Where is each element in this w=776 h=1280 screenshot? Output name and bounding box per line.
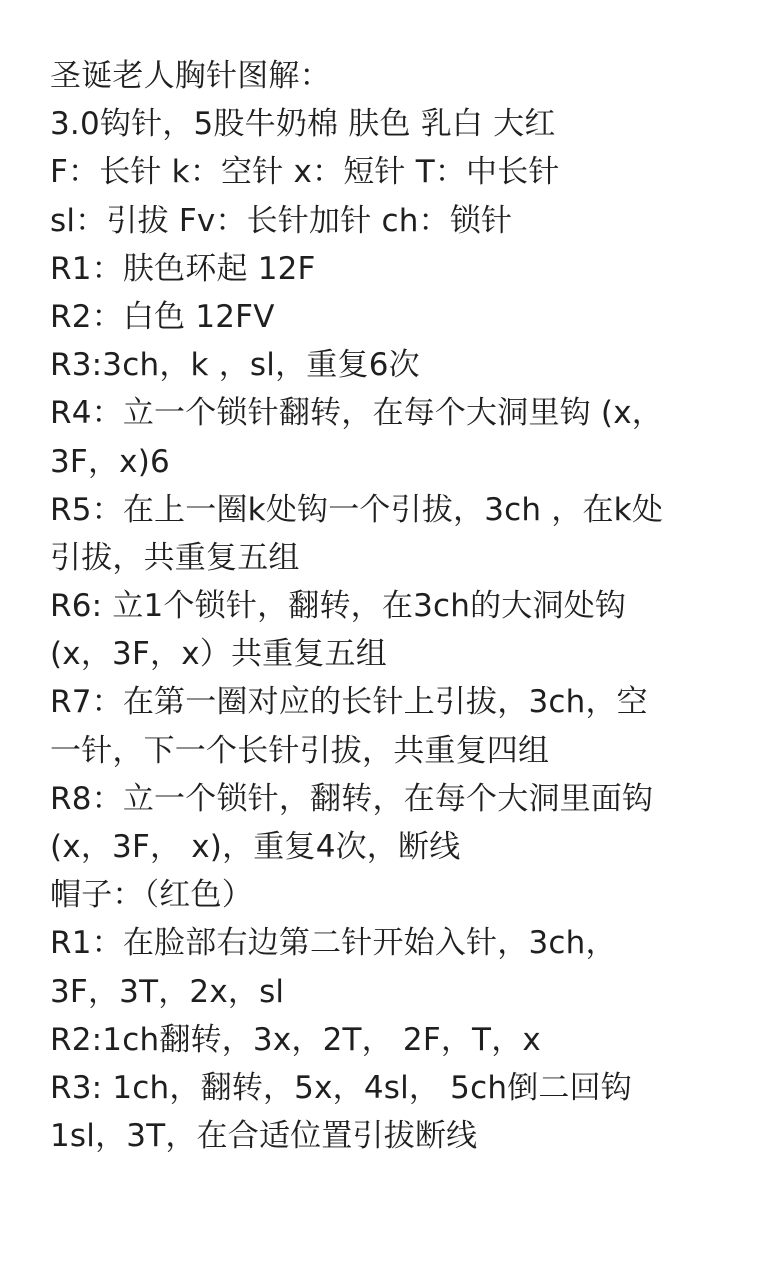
materials-line: 3.0钩针，5股牛奶棉 肤色 乳白 大红 xyxy=(50,106,556,143)
hat-round-1-line: R1：在脸部右边第二针开始入针，3ch， xyxy=(50,925,617,962)
title-line: 圣诞老人胸针图解： xyxy=(50,58,331,94)
round-7-line-cont: 一针，下一个长针引拔，共重复四组 xyxy=(50,732,550,769)
pattern-text xyxy=(50,52,752,1160)
hat-round-3-line-cont: 1sl，3T，在合适位置引拔断线 xyxy=(50,1118,478,1155)
legend-line-1: F：长针 k：空针 x：短针 T：中长针 xyxy=(50,154,560,191)
hat-round-2-line: R2:1ch翻转，3x，2T， 2F，T，x xyxy=(50,1021,541,1058)
round-6-line-cont: (x，3F，x）共重复五组 xyxy=(50,636,387,673)
round-5-line: R5：在上一圈k处钩一个引拔，3ch ，在k处 xyxy=(50,491,664,528)
round-4-line-cont: 3F，x)6 xyxy=(50,443,170,480)
hat-round-1-line-cont: 3F，3T，2x，sl xyxy=(50,973,285,1010)
legend-line-2: sl：引拔 Fv：长针加针 ch：锁针 xyxy=(50,202,513,239)
hat-heading: 帽子：（红色） xyxy=(50,877,253,914)
round-6-line: R6: 立1个锁针，翻转，在3ch的大洞处钩 xyxy=(50,588,627,625)
round-2-line: R2：白色 12FV xyxy=(50,298,275,335)
round-5-line-cont: 引拔，共重复五组 xyxy=(50,539,300,576)
round-7-line: R7：在第一圈对应的长针上引拔，3ch，空 xyxy=(50,684,648,721)
round-8-line-cont: (x，3F， x)，重复4次，断线 xyxy=(50,829,461,865)
round-4-line: R4：立一个锁针翻转，在每个大洞里钩 (x， xyxy=(50,395,663,432)
round-1-line: R1：肤色环起 12F xyxy=(50,250,316,287)
round-3-line: R3:3ch，k ，sl，重复6次 xyxy=(50,347,420,384)
hat-round-3-line: R3: 1ch，翻转，5x，4sl， 5ch倒二回钩 xyxy=(50,1069,632,1106)
round-8-line: R8：立一个锁针，翻转，在每个大洞里面钩 xyxy=(50,780,654,817)
